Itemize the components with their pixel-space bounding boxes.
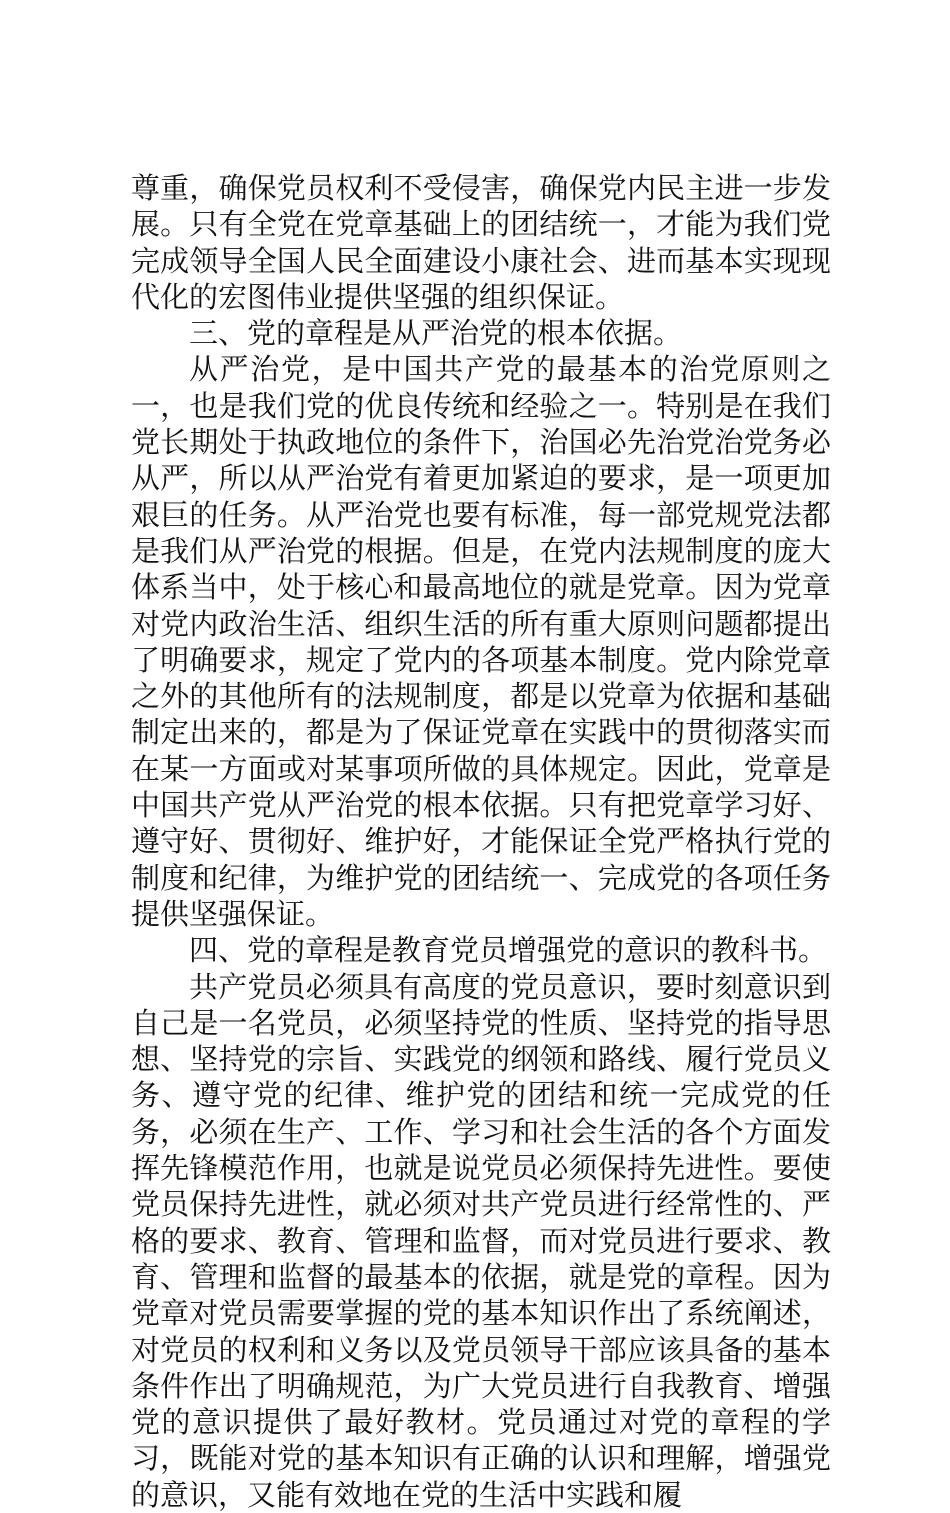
paragraph-section-three: 从严治党，是中国共产党的最基本的治党原则之一，也是我们党的优良传统和经验之一。特别是在我们党长期处于执政地位的条件下，治国必先治党治党务必从严，所以从严治党有着更加紧迫的要求，是一项更加艰巨的任务。从严治党也要有标准，每一部党规党法都是我们从严治党的根据。但是，在党内法规制度的庞大体系当中，处于核心和最高地位的就是党章。因为党章对党内政治生活、组织生活的所有重大原则问题都提出了明确要求，规定了党内的各项基本制度。党内除党章之外的其他所有的法规制度，都是以党章为依据和基础制定出来的，都是为了保证党章在实践中的贯彻落实而在某一方面或对某事项所做的具体规定。因此，党章是中国共产党从严治党的根本依据。只有把党章学习好、遵守好、贯彻好、维护好，才能保证全党严格执行党的制度和纪律，为维护党的团结统一、完成党的各项任务提供坚强保证。 xyxy=(131,352,831,931)
section-heading-four: 四、党的章程是教育党员增强党的意识的教科书。 xyxy=(189,933,828,968)
document-body xyxy=(131,170,831,1513)
paragraph-section-four: 共产党员必须具有高度的党员意识，要时刻意识到自己是一名党员，必须坚持党的性质、坚持党的指导思想、坚持党的宗旨、实践党的纲领和路线、履行党员义务、遵守党的纪律、维护党的团结和统一完成党的任务，必须在生产、工作、学习和社会生活的各个方面发挥先锋模范作用，也就是说党员必须保持先进性。要使党员保持先进性，就必须对共产党员进行经常性的、严格的要求、教育、管理和监督，而对党员进行要求、教育、管理和监督的最基本的依据，就是党的章程。因为党章对党员需要掌握的党的基本知识作出了系统阐述，对党员的权利和义务以及党员领导干部应该具备的基本条件作出了明确规范，为广大党员进行自我教育、增强党的意识提供了最好教材。党员通过对党的章程的学习，既能对党的基本知识有正确的认识和理解，增强党的意识，又能有效地在党的生活中实践和履 xyxy=(131,969,831,1512)
section-heading-three: 三、党的章程是从严治党的根本依据。 xyxy=(189,316,683,351)
paragraph-continuation: 尊重，确保党员权利不受侵害，确保党内民主进一步发展。只有全党在党章基础上的团结统一，才能为我们党完成领导全国人民全面建设小康社会、进而基本实现现代化的宏图伟业提供坚强的组织保证。 xyxy=(131,171,831,314)
